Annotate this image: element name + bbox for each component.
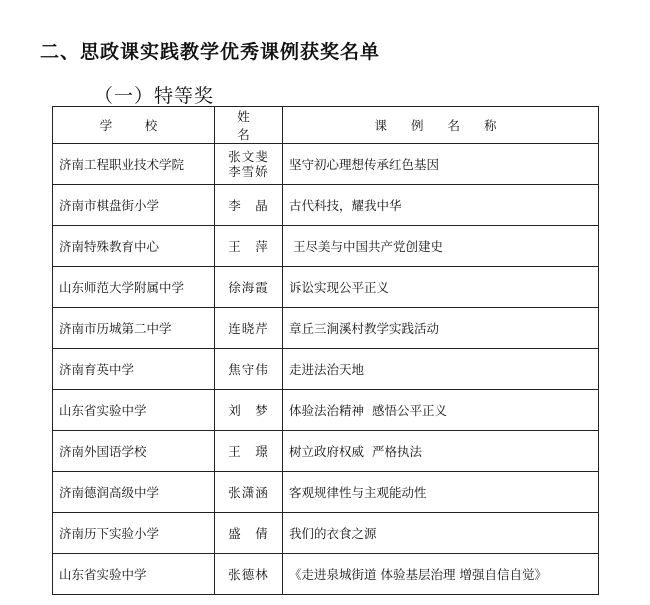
header-name: 姓 名 [215,107,283,144]
case-title-cell: 我们的衣食之源 [283,513,599,554]
header-school: 学 校 [53,107,215,144]
table-row [53,513,599,554]
case-title-cell: 体验法治精神 感悟公平正义 [283,390,599,431]
school-cell: 济南市棋盘街小学 [53,185,215,226]
person-name: 王 萍 [228,238,269,254]
name-cell [215,431,283,472]
person-name: 焦守伟 [228,361,269,377]
school-cell: 山东省实验中学 [53,554,215,595]
name-cell [215,472,283,513]
name-cell [215,267,283,308]
name-cell [215,185,283,226]
section-heading: 二、思政课实践教学优秀课例获奖名单 [40,41,381,63]
table-row [53,185,599,226]
case-title-cell: 走进法治天地 [283,349,599,390]
table-row [53,554,599,595]
school-cell: 山东省实验中学 [53,390,215,431]
person-name: 李 晶 [228,197,269,213]
case-title-cell: 古代科技，耀我中华 [283,185,599,226]
school-cell: 济南外国语学校 [53,431,215,472]
name-cell [215,226,283,267]
person-name: 徐海霞 [228,279,269,295]
case-title-cell: 诉讼实现公平正义 [283,267,599,308]
name-cell [215,144,283,185]
person-name: 王 璟 [228,443,269,459]
table-row [53,144,599,185]
case-title-cell: 王尽美与中国共产党创建史 [283,226,599,267]
table-body [53,144,599,595]
case-title-cell: 《走进泉城街道 体验基层治理 增强自信自觉》 [283,554,599,595]
table-header-row [53,107,599,144]
table-row [53,390,599,431]
case-title-cell: 客观规律性与主观能动性 [283,472,599,513]
award-table [52,106,599,595]
person-name: 连晓芹 [228,320,269,336]
school-cell: 济南工程职业技术学院 [53,144,215,185]
case-title-cell: 坚守初心理想传承红色基因 [283,144,599,185]
award-category-heading: （一）特等奖 [94,85,215,107]
name-cell [215,308,283,349]
table-row [53,349,599,390]
table-row [53,431,599,472]
person-name: 李雪娇 [228,164,269,179]
table-row [53,267,599,308]
name-cell [215,349,283,390]
person-name: 张德林 [228,566,269,582]
name-cell [215,554,283,595]
school-cell: 济南特殊教育中心 [53,226,215,267]
person-name: 盛 倩 [228,525,269,541]
name-cell [215,513,283,554]
person-name: 张文斐 [228,149,269,164]
school-cell: 济南德润高级中学 [53,472,215,513]
case-title-cell: 树立政府权威 严格执法 [283,431,599,472]
person-name: 张潇涵 [228,484,269,500]
school-cell: 济南市历城第二中学 [53,308,215,349]
school-cell: 山东师范大学附属中学 [53,267,215,308]
table-row [53,308,599,349]
header-case-title: 课 例 名 称 [283,107,599,144]
school-cell: 济南育英中学 [53,349,215,390]
case-title-cell: 章丘三涧溪村教学实践活动 [283,308,599,349]
table-row [53,226,599,267]
name-cell [215,390,283,431]
person-name: 刘 梦 [228,402,269,418]
school-cell: 济南历下实验小学 [53,513,215,554]
table-row [53,472,599,513]
